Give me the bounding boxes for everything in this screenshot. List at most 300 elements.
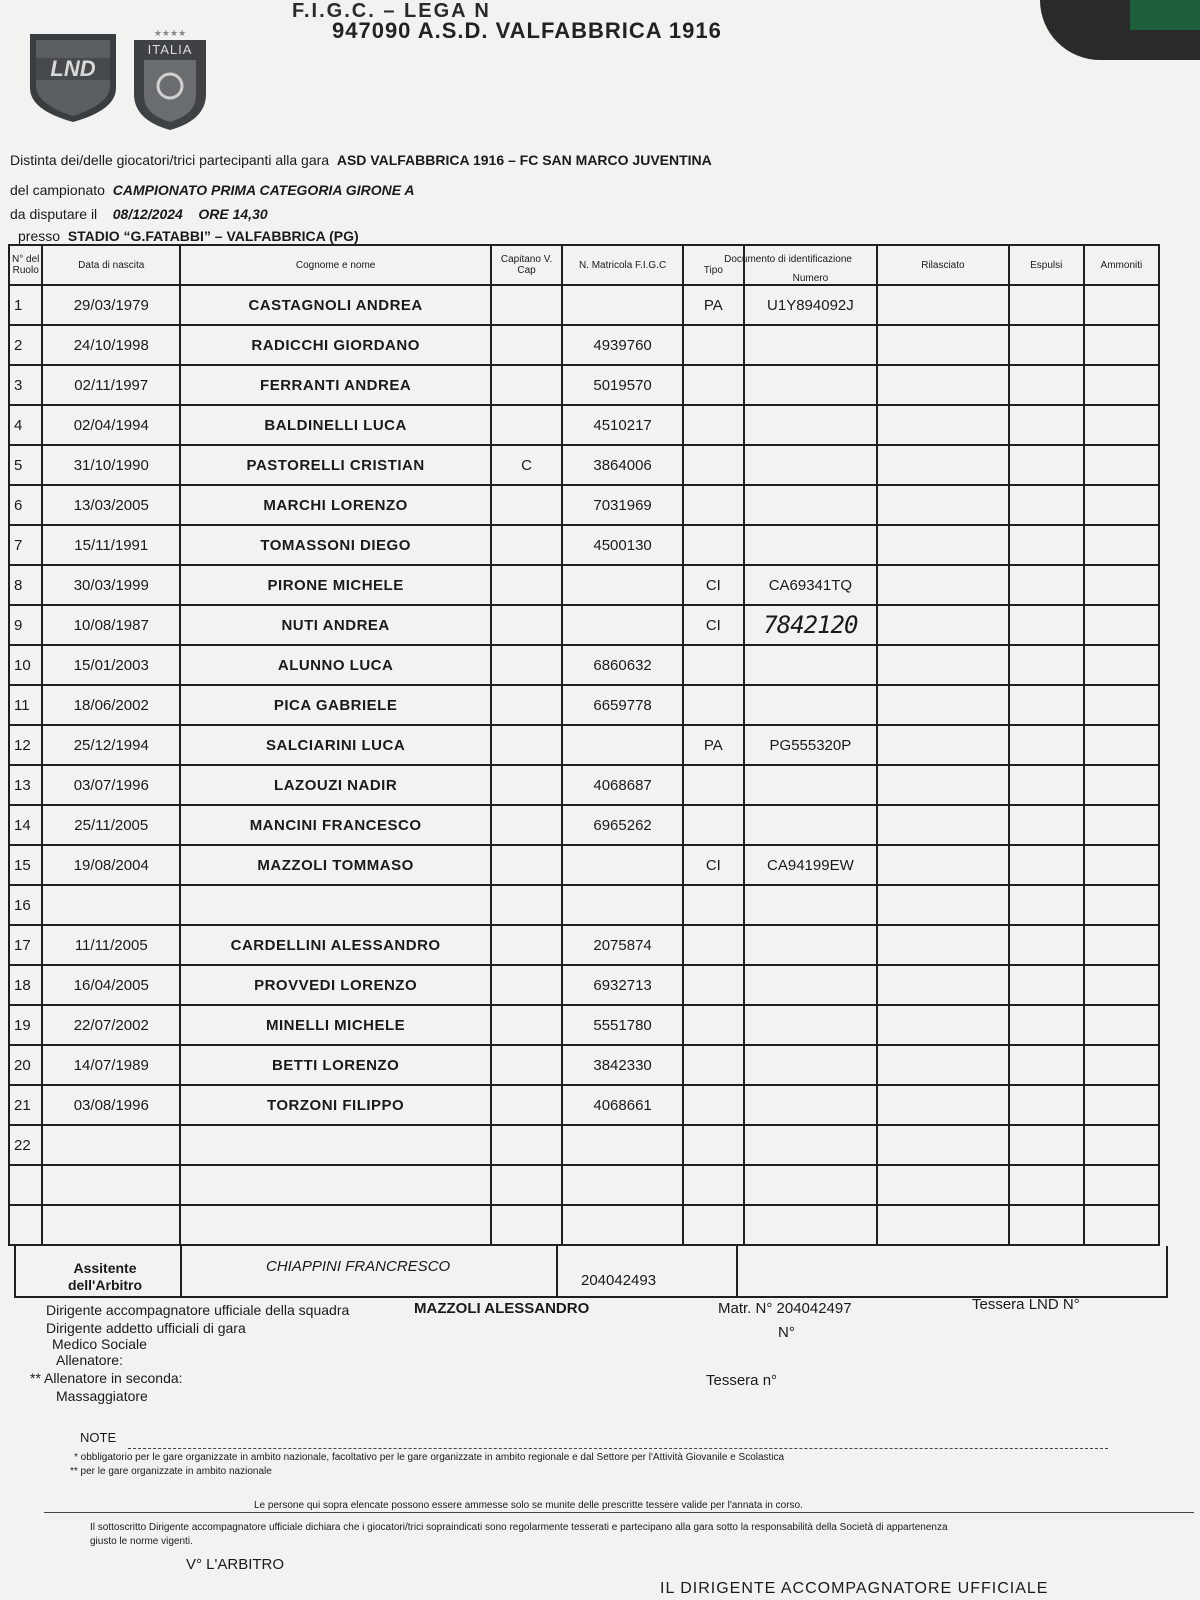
referee-liaison-label: Dirigente addetto ufficiali di gara — [46, 1320, 246, 1336]
doc-issuer — [877, 645, 1008, 685]
captain-mark — [491, 325, 562, 365]
cautioned — [1084, 685, 1159, 725]
birth-date: 14/07/1989 — [42, 1045, 180, 1085]
player-name: CARDELLINI ALESSANDRO — [180, 925, 491, 965]
note-line — [128, 1448, 1108, 1449]
doc-number — [744, 805, 878, 845]
birth-date — [42, 1165, 180, 1205]
captain-mark — [491, 725, 562, 765]
captain-mark — [491, 1205, 562, 1245]
cautioned — [1084, 485, 1159, 525]
doc-type — [683, 885, 744, 925]
doc-type — [683, 485, 744, 525]
matricola — [562, 725, 683, 765]
captain-mark — [491, 1085, 562, 1125]
tessera-lnd-label: Tessera LND N° — [972, 1296, 1080, 1313]
header-dob: Data di nascita — [42, 245, 180, 285]
birth-date: 19/08/2004 — [42, 845, 180, 885]
declaration-text-end: giusto le norme vigenti. — [90, 1536, 193, 1547]
row-number: 20 — [9, 1045, 42, 1085]
doc-issuer — [877, 565, 1008, 605]
expelled — [1009, 565, 1084, 605]
doc-type — [683, 525, 744, 565]
expelled — [1009, 725, 1084, 765]
number-label: N° — [778, 1324, 795, 1341]
venue-line — [18, 228, 359, 244]
doc-type — [683, 1165, 744, 1205]
cautioned — [1084, 605, 1159, 645]
captain-mark — [491, 1005, 562, 1045]
table-row — [9, 1165, 1159, 1205]
matricola — [562, 565, 683, 605]
birth-date: 10/08/1987 — [42, 605, 180, 645]
expelled — [1009, 1045, 1084, 1085]
doc-type — [683, 325, 744, 365]
row-number: 21 — [9, 1085, 42, 1125]
matricola: 4510217 — [562, 405, 683, 445]
expelled — [1009, 445, 1084, 485]
matricola: 4500130 — [562, 525, 683, 565]
doc-number — [744, 1205, 878, 1245]
cautioned — [1084, 1125, 1159, 1165]
assistant-divider — [556, 1246, 558, 1296]
birth-date: 11/11/2005 — [42, 925, 180, 965]
table-row — [9, 885, 1159, 925]
birth-date: 30/03/1999 — [42, 565, 180, 605]
row-number: 9 — [9, 605, 42, 645]
table-row — [9, 285, 1159, 325]
svg-text:ITALIA: ITALIA — [147, 42, 193, 57]
cautioned — [1084, 845, 1159, 885]
doc-type — [683, 805, 744, 845]
captain-mark — [491, 1165, 562, 1205]
birth-date — [42, 1125, 180, 1165]
captain-mark — [491, 765, 562, 805]
birth-date: 15/11/1991 — [42, 525, 180, 565]
venue-label: presso — [18, 228, 61, 244]
matricola: 4068687 — [562, 765, 683, 805]
expelled — [1009, 1125, 1084, 1165]
match-label: Distinta dei/delle giocatori/trici partecipanti alla gara — [10, 152, 330, 168]
doc-issuer — [877, 1045, 1008, 1085]
doc-type: PA — [683, 725, 744, 765]
expelled — [1009, 885, 1084, 925]
roster-table — [8, 244, 1160, 1246]
table-row — [9, 325, 1159, 365]
cautioned — [1084, 325, 1159, 365]
doc-type: CI — [683, 605, 744, 645]
player-name — [180, 1205, 491, 1245]
doc-issuer — [877, 525, 1008, 565]
header-numero: Numero — [744, 245, 878, 285]
birth-date: 25/12/1994 — [42, 725, 180, 765]
doc-issuer — [877, 725, 1008, 765]
masseur-label: Massaggiatore — [56, 1388, 148, 1404]
cautioned — [1084, 445, 1159, 485]
row-number: 14 — [9, 805, 42, 845]
cautioned — [1084, 525, 1159, 565]
row-number: 15 — [9, 845, 42, 885]
table-row — [9, 1125, 1159, 1165]
official-director-matricola: Matr. N° 204042497 — [718, 1300, 852, 1317]
player-name: ALUNNO LUCA — [180, 645, 491, 685]
player-name: PROVVEDI LORENZO — [180, 965, 491, 1005]
header-captain: Capitano V. Cap — [491, 245, 562, 285]
player-name — [180, 1165, 491, 1205]
matricola: 6860632 — [562, 645, 683, 685]
cautioned — [1084, 1085, 1159, 1125]
doc-issuer — [877, 1205, 1008, 1245]
footnote-1: * obbligatorio per le gare organizzate in ambito nazionale, facoltativo per le gare organizzate in ambito regionale e dal Settore per l'Attività Giovanile e Scolastica — [74, 1452, 785, 1463]
doc-type — [683, 965, 744, 1005]
expelled — [1009, 325, 1084, 365]
captain-mark — [491, 965, 562, 1005]
doc-number — [744, 885, 878, 925]
captain-mark — [491, 685, 562, 725]
italia-federation-logo — [130, 28, 210, 132]
doc-number — [744, 965, 878, 1005]
doc-type — [683, 1205, 744, 1245]
birth-date: 29/03/1979 — [42, 285, 180, 325]
medic-label: Medico Sociale — [52, 1336, 147, 1352]
championship-line — [10, 182, 415, 198]
championship-value: CAMPIONATO PRIMA CATEGORIA GIRONE A — [112, 182, 415, 198]
matricola — [562, 1205, 683, 1245]
cautioned — [1084, 965, 1159, 1005]
row-number — [9, 1165, 42, 1205]
player-name: PICA GABRIELE — [180, 685, 491, 725]
birth-date: 18/06/2002 — [42, 685, 180, 725]
table-row — [9, 1005, 1159, 1045]
matricola: 5551780 — [562, 1005, 683, 1045]
table-row — [9, 725, 1159, 765]
row-number: 7 — [9, 525, 42, 565]
expelled — [1009, 605, 1084, 645]
doc-number — [744, 405, 878, 445]
cautioned — [1084, 925, 1159, 965]
row-number: 5 — [9, 445, 42, 485]
table-row — [9, 925, 1159, 965]
doc-number — [744, 365, 878, 405]
cautioned — [1084, 1045, 1159, 1085]
doc-issuer — [877, 405, 1008, 445]
player-name: FERRANTI ANDREA — [180, 365, 491, 405]
svg-text:★★★★: ★★★★ — [153, 28, 187, 38]
table-row — [9, 1045, 1159, 1085]
venue-value: STADIO “G.FATABBI” – VALFABBRICA (PG) — [67, 228, 359, 244]
assistant-label: Assitente dell'Arbitro — [67, 1260, 143, 1293]
birth-date: 03/08/1996 — [42, 1085, 180, 1125]
header-ammoniti: Ammoniti — [1084, 245, 1159, 285]
footnote-2: ** per le gare organizzate in ambito nazionale — [70, 1466, 272, 1477]
doc-type — [683, 445, 744, 485]
doc-number — [744, 1165, 878, 1205]
table-row — [9, 685, 1159, 725]
cautioned — [1084, 405, 1159, 445]
player-name: MAZZOLI TOMMASO — [180, 845, 491, 885]
player-name: SALCIARINI LUCA — [180, 725, 491, 765]
header-name: Cognome e nome — [180, 245, 491, 285]
doc-number — [744, 1005, 878, 1045]
birth-date: 02/04/1994 — [42, 405, 180, 445]
doc-type — [683, 925, 744, 965]
player-name: CASTAGNOLI ANDREA — [180, 285, 491, 325]
matricola — [562, 1125, 683, 1165]
svg-text:LND: LND — [50, 56, 96, 81]
matricola: 5019570 — [562, 365, 683, 405]
expelled — [1009, 845, 1084, 885]
time-value: ORE 14,30 — [198, 206, 268, 222]
lnd-logo — [26, 28, 120, 124]
table-row — [9, 645, 1159, 685]
cautioned — [1084, 1205, 1159, 1245]
birth-date — [42, 885, 180, 925]
player-name: BETTI LORENZO — [180, 1045, 491, 1085]
cautioned — [1084, 1005, 1159, 1045]
captain-mark — [491, 365, 562, 405]
player-name — [180, 1125, 491, 1165]
doc-issuer — [877, 965, 1008, 1005]
birth-date: 16/04/2005 — [42, 965, 180, 1005]
doc-type: PA — [683, 285, 744, 325]
row-number: 10 — [9, 645, 42, 685]
table-row — [9, 1085, 1159, 1125]
row-number: 17 — [9, 925, 42, 965]
expelled — [1009, 765, 1084, 805]
captain-mark — [491, 565, 562, 605]
doc-issuer — [877, 925, 1008, 965]
match-line — [10, 152, 712, 168]
captain-mark — [491, 605, 562, 645]
date-label: da disputare il — [10, 206, 98, 222]
player-name: NUTI ANDREA — [180, 605, 491, 645]
captain-mark — [491, 845, 562, 885]
expelled — [1009, 965, 1084, 1005]
doc-number — [744, 925, 878, 965]
doc-issuer — [877, 685, 1008, 725]
row-number: 1 — [9, 285, 42, 325]
captain-mark — [491, 925, 562, 965]
doc-number — [744, 1045, 878, 1085]
doc-number — [744, 485, 878, 525]
official-director-name: MAZZOLI ALESSANDRO — [414, 1300, 590, 1317]
cautioned — [1084, 805, 1159, 845]
player-name: PIRONE MICHELE — [180, 565, 491, 605]
row-number: 2 — [9, 325, 42, 365]
doc-number: PG555320P — [744, 725, 878, 765]
player-name: PASTORELLI CRISTIAN — [180, 445, 491, 485]
expelled — [1009, 525, 1084, 565]
validity-note: Le persone qui sopra elencate possono essere ammesse solo se munite delle prescritte tessere valide per l'annata in corso. — [254, 1500, 803, 1511]
expelled — [1009, 805, 1084, 845]
expelled — [1009, 365, 1084, 405]
doc-number — [744, 325, 878, 365]
row-number: 8 — [9, 565, 42, 605]
doc-issuer — [877, 605, 1008, 645]
assistant-matricola: 204042493 — [581, 1272, 657, 1289]
row-number — [9, 1205, 42, 1245]
divider — [44, 1512, 1194, 1513]
doc-number — [744, 1085, 878, 1125]
expelled — [1009, 405, 1084, 445]
row-number: 13 — [9, 765, 42, 805]
doc-type: CI — [683, 565, 744, 605]
doc-issuer — [877, 365, 1008, 405]
declaration-text: Il sottoscritto Dirigente accompagnatore ufficiale dichiara che i giocatori/trici sopraindicati sono regolarmente tesserati e partecipano alla gara sotto la responsabilità della Società di appartenenza — [90, 1522, 948, 1533]
player-name: MINELLI MICHELE — [180, 1005, 491, 1045]
table-row — [9, 1205, 1159, 1245]
official-director-label: Dirigente accompagnatore ufficiale della squadra — [46, 1302, 350, 1318]
matricola: 2075874 — [562, 925, 683, 965]
table-row — [9, 805, 1159, 845]
captain-mark — [491, 885, 562, 925]
captain-mark — [491, 645, 562, 685]
header-doc-group: Documento di identificazione — [724, 254, 852, 265]
assistant-name: CHIAPPINI FRANCRESCO — [266, 1258, 451, 1275]
expelled — [1009, 1085, 1084, 1125]
table-row — [9, 445, 1159, 485]
header-matricola: N. Matricola F.I.G.C — [562, 245, 683, 285]
cautioned — [1084, 365, 1159, 405]
captain-mark — [491, 1125, 562, 1165]
matricola — [562, 605, 683, 645]
captain-mark — [491, 1045, 562, 1085]
cautioned — [1084, 1165, 1159, 1205]
doc-type: CI — [683, 845, 744, 885]
director-signature-label: IL DIRIGENTE ACCOMPAGNATORE UFFICIALE — [660, 1580, 1049, 1597]
doc-issuer — [877, 805, 1008, 845]
expelled — [1009, 1165, 1084, 1205]
doc-issuer — [877, 1085, 1008, 1125]
matricola — [562, 285, 683, 325]
captain-mark: C — [491, 445, 562, 485]
captain-mark — [491, 405, 562, 445]
row-number: 3 — [9, 365, 42, 405]
birth-date: 24/10/1998 — [42, 325, 180, 365]
background-green-corner — [1130, 0, 1200, 30]
cautioned — [1084, 285, 1159, 325]
doc-number — [744, 765, 878, 805]
cautioned — [1084, 885, 1159, 925]
doc-number: CA69341TQ — [744, 565, 878, 605]
table-row — [9, 605, 1159, 645]
doc-type — [683, 1045, 744, 1085]
player-name — [180, 885, 491, 925]
doc-issuer — [877, 285, 1008, 325]
matricola: 4939760 — [562, 325, 683, 365]
header-federation: F.I.G.C. – LEGA N — [292, 0, 491, 22]
header-num: N° del Ruolo — [9, 245, 42, 285]
doc-issuer — [877, 845, 1008, 885]
tessera-number-label: Tessera n° — [706, 1372, 778, 1389]
matricola: 4068661 — [562, 1085, 683, 1125]
matricola: 3864006 — [562, 445, 683, 485]
birth-date: 13/03/2005 — [42, 485, 180, 525]
table-row — [9, 565, 1159, 605]
birth-date — [42, 1205, 180, 1245]
doc-number: U1Y894092J — [744, 285, 878, 325]
row-number: 16 — [9, 885, 42, 925]
row-number: 19 — [9, 1005, 42, 1045]
matricola: 6659778 — [562, 685, 683, 725]
referee-signature-label: V° L'ARBITRO — [186, 1556, 285, 1573]
doc-issuer — [877, 485, 1008, 525]
captain-mark — [491, 525, 562, 565]
matricola — [562, 845, 683, 885]
table-row — [9, 405, 1159, 445]
date-line — [10, 206, 268, 222]
doc-number: 7842120 — [744, 605, 878, 645]
assistant-divider — [180, 1246, 182, 1296]
doc-type — [683, 645, 744, 685]
player-name: BALDINELLI LUCA — [180, 405, 491, 445]
table-row — [9, 525, 1159, 565]
birth-date: 15/01/2003 — [42, 645, 180, 685]
captain-mark — [491, 485, 562, 525]
doc-number — [744, 685, 878, 725]
header-tipo: Tipo — [703, 265, 723, 276]
row-number: 4 — [9, 405, 42, 445]
assistant-coach-label: ** Allenatore in seconda: — [30, 1370, 183, 1386]
note-label: NOTE — [80, 1430, 117, 1445]
doc-type — [683, 685, 744, 725]
doc-issuer — [877, 885, 1008, 925]
table-row — [9, 965, 1159, 1005]
assistant-divider — [736, 1246, 738, 1296]
championship-label: del campionato — [10, 182, 105, 198]
doc-type — [683, 1125, 744, 1165]
doc-type — [683, 365, 744, 405]
row-number: 12 — [9, 725, 42, 765]
match-value: ASD VALFABBRICA 1916 – FC SAN MARCO JUVENTINA — [336, 152, 712, 168]
doc-issuer — [877, 765, 1008, 805]
matricola: 6932713 — [562, 965, 683, 1005]
doc-number — [744, 1125, 878, 1165]
expelled — [1009, 1005, 1084, 1045]
roster-header — [9, 245, 1159, 285]
matricola — [562, 1165, 683, 1205]
doc-issuer — [877, 325, 1008, 365]
matricola: 3842330 — [562, 1045, 683, 1085]
row-number: 6 — [9, 485, 42, 525]
expelled — [1009, 925, 1084, 965]
table-row — [9, 485, 1159, 525]
doc-issuer — [877, 1005, 1008, 1045]
expelled — [1009, 1205, 1084, 1245]
header-espulsi: Espulsi — [1009, 245, 1084, 285]
table-row — [9, 845, 1159, 885]
matricola: 6965262 — [562, 805, 683, 845]
player-name: MANCINI FRANCESCO — [180, 805, 491, 845]
player-name: LAZOUZI NADIR — [180, 765, 491, 805]
cautioned — [1084, 725, 1159, 765]
doc-number — [744, 445, 878, 485]
captain-mark — [491, 805, 562, 845]
date-value: 08/12/2024 — [112, 206, 183, 222]
doc-type — [683, 1005, 744, 1045]
expelled — [1009, 485, 1084, 525]
doc-issuer — [877, 1165, 1008, 1205]
player-name: TOMASSONI DIEGO — [180, 525, 491, 565]
doc-type — [683, 1085, 744, 1125]
header-rilasciato: Rilasciato — [877, 245, 1008, 285]
expelled — [1009, 685, 1084, 725]
cautioned — [1084, 565, 1159, 605]
referee-assistant-row — [14, 1246, 1168, 1298]
birth-date: 02/11/1997 — [42, 365, 180, 405]
player-name: MARCHI LORENZO — [180, 485, 491, 525]
birth-date: 31/10/1990 — [42, 445, 180, 485]
